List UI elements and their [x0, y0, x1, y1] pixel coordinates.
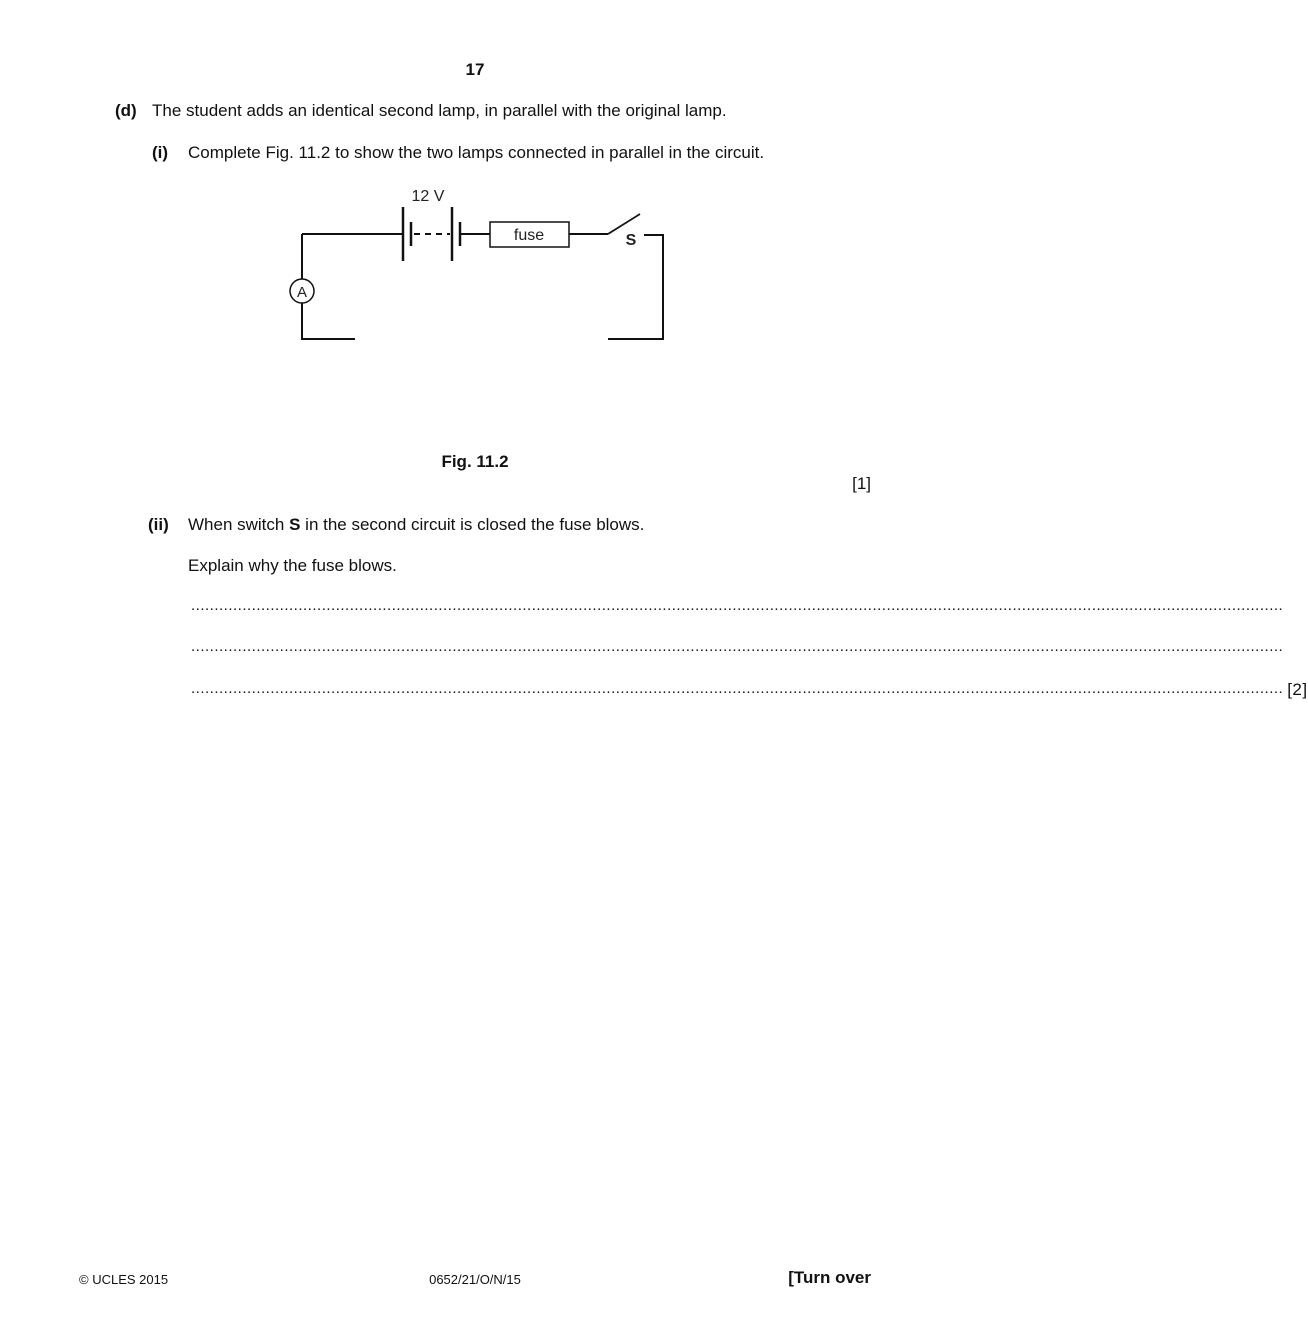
answer-line-3-dots: .......................................................................................................................................................................................................................................... — [191, 680, 1284, 697]
switch-label: S — [625, 232, 637, 249]
circuit-diagram — [0, 0, 950, 450]
footer-copyright: © UCLES 2015 — [79, 1272, 169, 1287]
figure-caption: Fig. 11.2 — [441, 452, 509, 471]
answer-line-3[interactable] — [191, 680, 1308, 700]
part-ii-text-before: When switch — [188, 515, 290, 534]
voltage-label: 12 V — [411, 188, 445, 205]
part-ii-switch-ref: S — [289, 515, 301, 534]
fuse-label: fuse — [513, 227, 545, 244]
answer-line-2[interactable]: .......................................................................................................................................................................................................................................... — [191, 638, 1284, 655]
switch-lever — [608, 214, 640, 234]
question-d-text: The student adds an identical second lamp, in parallel with the original lamp. — [152, 101, 727, 120]
turn-over-label: [Turn over — [788, 1268, 871, 1287]
part-i-marks: [1] — [852, 474, 871, 493]
answer-line-1[interactable]: .......................................................................................................................................................................................................................................... — [191, 597, 1284, 614]
part-ii-text-after: in the second circuit is closed the fuse blows. — [300, 515, 645, 534]
ammeter-label: A — [296, 284, 308, 301]
page-number: 17 — [465, 60, 485, 79]
question-d-label: (d) — [115, 101, 137, 120]
part-ii-prompt: Explain why the fuse blows. — [188, 556, 397, 575]
part-ii-marks: [2] — [1287, 680, 1308, 699]
part-ii-text — [188, 515, 644, 535]
footer-code: 0652/21/O/N/15 — [429, 1272, 521, 1287]
part-ii-label: (ii) — [148, 515, 169, 534]
part-i-label: (i) — [152, 143, 169, 162]
part-i-text: Complete Fig. 11.2 to show the two lamps connected in parallel in the circuit. — [188, 143, 765, 162]
